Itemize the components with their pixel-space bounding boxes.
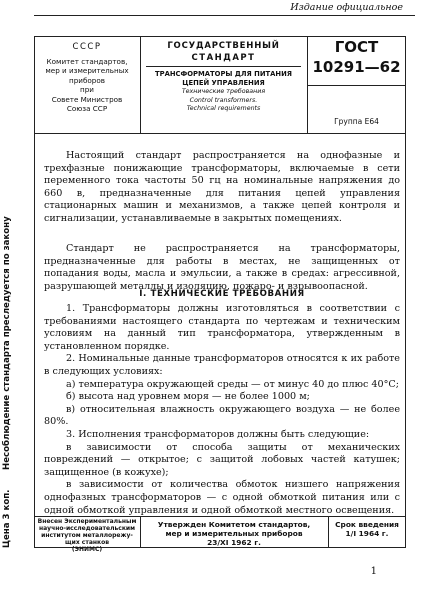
effective-line: Срок введения (335, 520, 399, 529)
gost-label: ГОСТ (334, 38, 379, 56)
document-subtitle: Технические требования (181, 88, 266, 95)
committee-line: Совете Министров (51, 94, 123, 104)
gost-box-divider (307, 85, 406, 86)
requirement-item: 3. Исполнения трансформаторов должны быть следующие: (66, 428, 370, 440)
committee-line: Комитет стандартов, (46, 57, 128, 66)
english-title (140, 97, 307, 112)
legal-notice: Несоблюдение стандарта преследуется по закону (2, 216, 12, 470)
footer-divider (34, 516, 406, 517)
approval-line: Утвержден Комитетом стандартов, (157, 520, 311, 529)
institute-line: Внесен Экспериментальным (37, 518, 137, 525)
effective-line: 1/I 1964 г. (345, 528, 389, 538)
approval-line: 23/XI 1962 г. (207, 537, 261, 547)
requirement-item: в) относительная влажность окружающего воздуха — не более 80%. (44, 403, 400, 428)
institute-line: научно-исследовательским (38, 524, 136, 532)
requirement-item: 2. Номинальные данные трансформаторов относятся к их работе в следующих условиях: (44, 353, 400, 377)
requirement-item: б) высота над уровнем моря — не более 1000 м; (66, 391, 310, 403)
institute-line: щих станков (64, 538, 109, 546)
paragraph: Настоящий стандарт распространяется на однофазные и трехфазные понижающие трансформаторы, включаемые в сети переменного тока частоты 50 гц на номинальные напряжения до 660 в, предназначенные для питания цепей управления стационарных машин и механизмов, а также цепей контроля и сигнализации, устанавливаемые в закрытых помещениях. (44, 150, 400, 224)
page-number: 1 (370, 566, 377, 577)
requirement-item: в зависимости от количества обмоток низшего напряжения однофазных трансформаторов — с одной обмоткой питания или с одной обмоткой управления и одной обмоткой местного освещения. (44, 479, 400, 516)
intro-paragraph-2 (44, 243, 400, 293)
committee-line: при (80, 85, 94, 95)
requirement-item: а) температура окружающей среды — от минус 40 до плюс 40°С; (66, 378, 399, 390)
submitting-institute (34, 519, 140, 554)
institute-line: институтом металлорежу- (41, 531, 133, 539)
committee-line: Союза ССР (66, 104, 108, 114)
title-line: ЦЕПЕЙ УПРАВЛЕНИЯ (182, 78, 265, 87)
effective-date (328, 521, 406, 539)
english-title-line: Control transformers. (189, 97, 258, 104)
gost-number: 10291—62 (312, 58, 401, 76)
section-heading: I. ТЕХНИЧЕСКИЕ ТРЕБОВАНИЯ (139, 289, 305, 299)
committee-line: мер и измерительных (45, 66, 129, 76)
title-line: ТРАНСФОРМАТОРЫ ДЛЯ ПИТАНИЯ (154, 70, 293, 78)
center-divider (146, 66, 301, 67)
paragraph: Стандарт не распространяется на трансформаторы, предназначенные для работы в местах, не защищенных от попадания воды, масла и эмульсии, а также в средах: агрессивной, разрушающей металлы и изоляцию, пожаро- и взрывоопасной. (44, 243, 400, 292)
top-rule (34, 15, 415, 16)
intro-paragraph-1 (44, 150, 400, 226)
committee-name (34, 57, 140, 113)
document-title (140, 70, 307, 87)
institute-line: (ЭНИМС) (71, 545, 103, 553)
english-title-line: Technical requirements (186, 104, 261, 112)
approval-note (140, 521, 328, 547)
committee-line: приборов (69, 75, 105, 85)
standard-label: СТАНДАРТ (191, 53, 256, 63)
group-code: Группа Е64 (334, 117, 379, 126)
official-edition-note: Издание официальное (290, 2, 403, 13)
side-margin-text (2, 88, 12, 548)
requirements-list (44, 303, 400, 517)
header-divider (34, 133, 406, 134)
approval-line: мер и измерительных приборов (165, 528, 303, 538)
state-label: ГОСУДАРСТВЕННЫЙ (167, 41, 280, 51)
requirement-item: 1. Трансформаторы должны изготовляться в соответствии с требованиями настоящего стандарта по чертежам и техническим условиям на данный тип трансформатора, утвержденным в установленном порядке. (44, 303, 400, 352)
country-label: СССР (72, 42, 102, 52)
requirement-item: в зависимости от способа защиты от механических повреждений — открытое; с защитой лобовых частей катушек; защищенное (в кожухе); (44, 441, 400, 478)
price-label: Цена 3 коп. (2, 489, 12, 548)
